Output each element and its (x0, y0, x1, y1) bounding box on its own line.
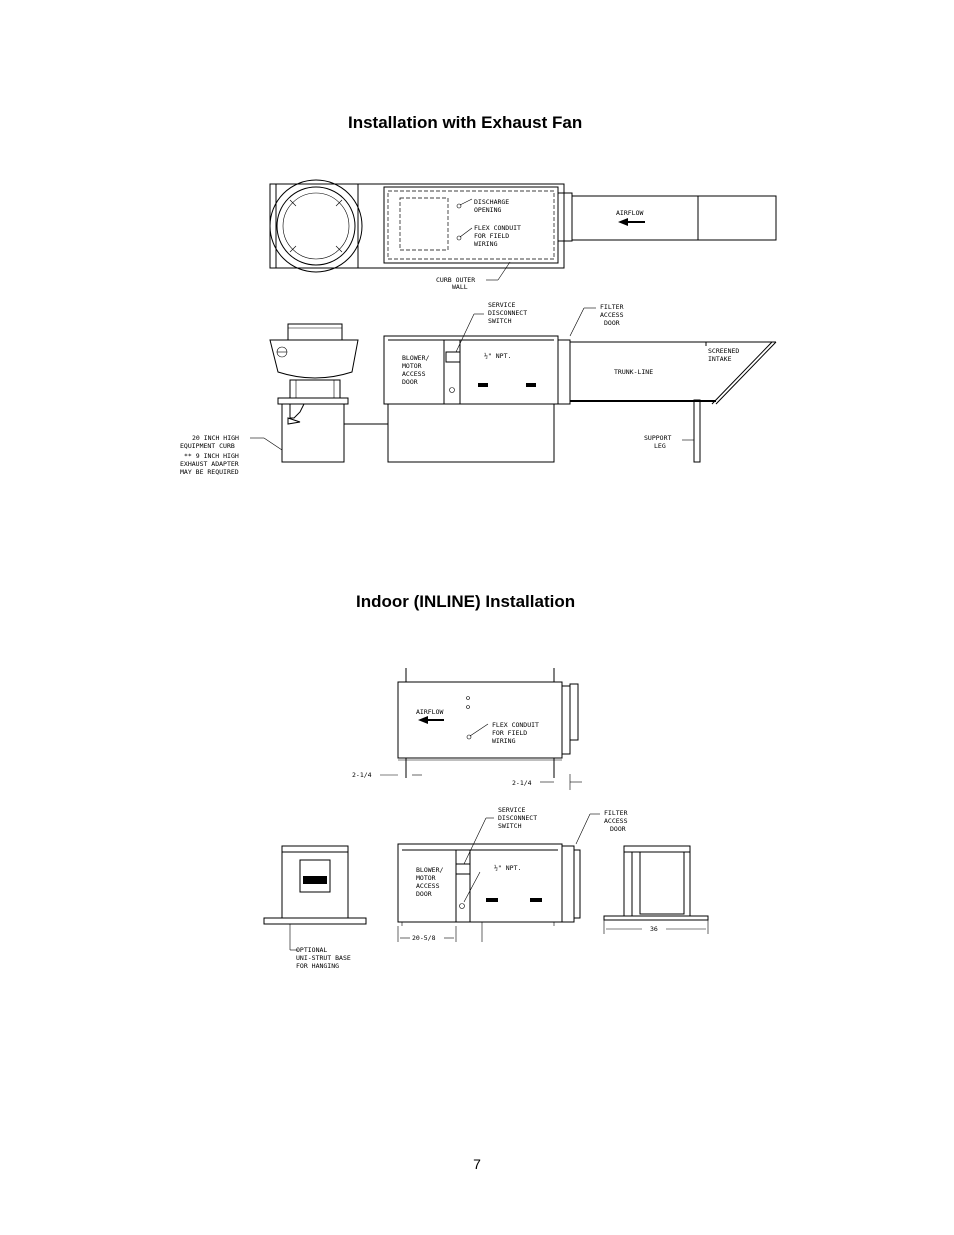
d2-unistrut-label-3: FOR HANGING (296, 962, 340, 970)
d2-disconnect-switch (456, 864, 470, 874)
d1-flex-label-3: WIRING (474, 240, 498, 248)
d1-support-label-1: SUPPORT (644, 434, 672, 442)
d1-discharge-label-1: DISCHARGE (474, 198, 510, 206)
d2-dim-left: 2-1/4 (352, 771, 372, 779)
d1-curb-note-3: ** 9 INCH HIGH (184, 452, 239, 460)
airflow-arrow-icon (618, 218, 645, 226)
d1-blower-label-1: BLOWER/ (402, 354, 430, 362)
d2-dim-bottom: 20-5/8 (412, 934, 436, 942)
d1-filter-label-3: DOOR (604, 319, 620, 327)
d1-blower-label-2: MOTOR (402, 362, 422, 370)
d1-flex-label-2: FOR FIELD (474, 232, 510, 240)
d1-disconnect-switch (446, 352, 460, 362)
d2-filter-label-1: FILTER (604, 809, 628, 817)
d2-end-view-right (604, 846, 708, 934)
d1-discharge-label-2: OPENING (474, 206, 502, 214)
d1-curb-note-4: EXHAUST ADAPTER (180, 460, 239, 468)
d1-screened-label-1: SCREENED (708, 347, 740, 355)
d2-flex-label-2: FOR FIELD (492, 729, 528, 737)
d2-dim-right: 2-1/4 (512, 779, 532, 787)
d1-flex-label-1: FLEX CONDUIT (474, 224, 521, 232)
d1-npt-label: ½" NPT. (484, 352, 512, 360)
d2-airflow-label: AIRFLOW (416, 708, 444, 716)
d2-service-label-2: DISCONNECT (498, 814, 538, 822)
d1-screened-label-2: INTAKE (708, 355, 732, 363)
diagram2-side-views (264, 806, 708, 970)
d1-service-label-1: SERVICE (488, 301, 516, 309)
d1-blower-label-4: DOOR (402, 378, 418, 386)
d2-end-view-left (264, 846, 366, 970)
d1-filter-label-1: FILTER (600, 303, 624, 311)
d2-side-view-center (398, 806, 628, 942)
d2-blower-label-1: BLOWER/ (416, 866, 444, 874)
d1-support-label-2: LEG (654, 442, 666, 450)
d2-unistrut-label-1: OPTIONAL (296, 946, 328, 954)
d2-service-label-1: SERVICE (498, 806, 526, 814)
title-exhaust-fan: Installation with Exhaust Fan (348, 113, 583, 132)
d2-unistrut-label-2: UNI-STRUT BASE (296, 954, 351, 962)
d2-blower-label-2: MOTOR (416, 874, 436, 882)
airflow-arrow-icon (418, 716, 444, 724)
d2-filter-label-2: ACCESS (604, 817, 628, 825)
d1-trunk-label: TRUNK-LINE (614, 368, 654, 376)
d2-dim-end: 36 (650, 925, 658, 933)
d1-curb-note-5: MAY BE REQUIRED (180, 468, 239, 476)
d2-flex-label-1: FLEX CONDUIT (492, 721, 539, 729)
diagram1-side-view (180, 301, 776, 476)
d1-filter-label-2: ACCESS (600, 311, 624, 319)
d1-service-label-2: DISCONNECT (488, 309, 528, 317)
d2-blower-label-4: DOOR (416, 890, 432, 898)
d1-curb-label-2: WALL (452, 283, 468, 291)
support-leg (694, 400, 700, 462)
diagram1-top-view (270, 180, 776, 291)
d1-curb-note-2: EQUIPMENT CURB (180, 442, 235, 450)
exhaust-fan-side-icon (270, 324, 358, 398)
d2-npt-label: ½" NPT. (494, 864, 522, 872)
d2-filter-label-3: DOOR (610, 825, 626, 833)
diagram2-top-view (352, 668, 582, 790)
d1-curb-note-1: 20 INCH HIGH (192, 434, 239, 442)
d2-flex-label-3: WIRING (492, 737, 516, 745)
d1-service-label-3: SWITCH (488, 317, 512, 325)
exhaust-fan-top-icon (270, 180, 362, 272)
d2-blower-label-3: ACCESS (416, 882, 440, 890)
d1-blower-label-3: ACCESS (402, 370, 426, 378)
page-number: 7 (473, 1156, 481, 1172)
d1-airflow-label: AIRFLOW (616, 209, 644, 217)
d2-service-label-3: SWITCH (498, 822, 522, 830)
d1-curb-label-1: CURB OUTER (436, 276, 476, 284)
title-indoor: Indoor (INLINE) Installation (356, 592, 576, 611)
